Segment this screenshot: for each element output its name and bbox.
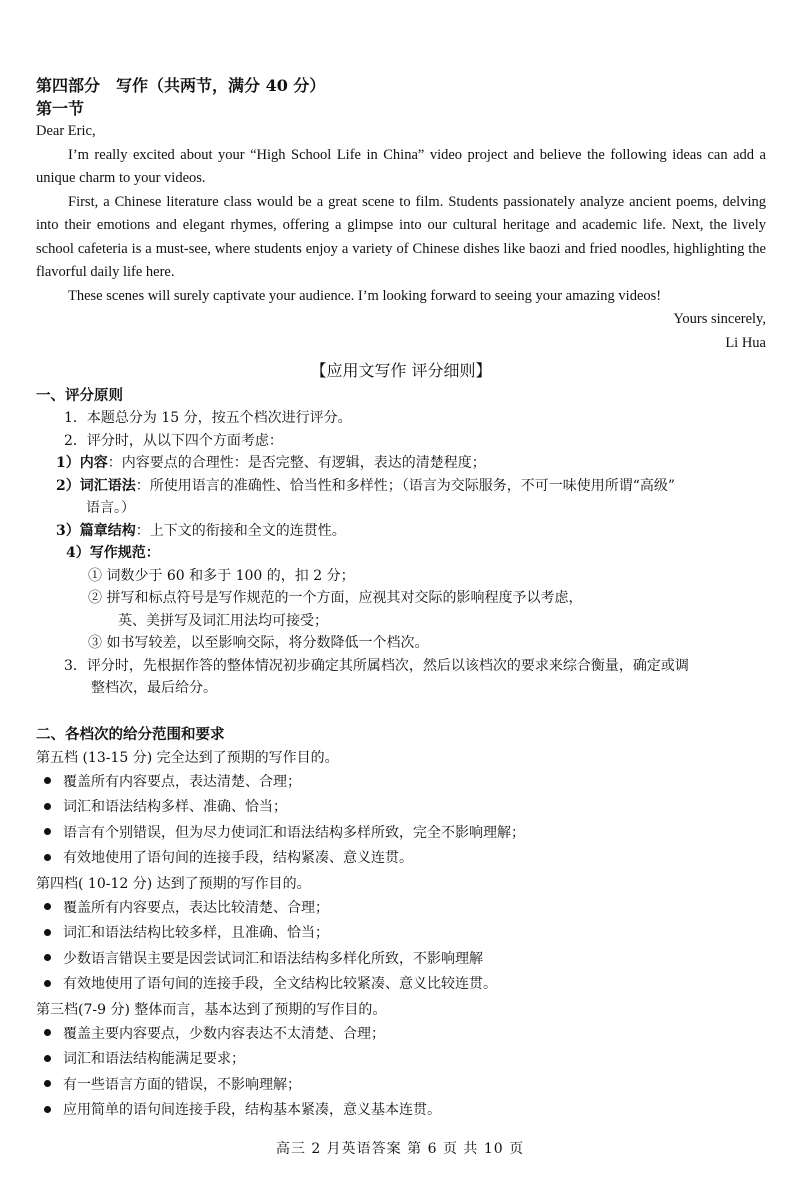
list-item: 覆盖主要内容要点，少数内容表达不太清楚、合理；	[36, 1022, 766, 1048]
aspect-label: 3）篇章结构	[56, 522, 136, 539]
principle-2: 2．评分时，从以下四个方面考虑：	[64, 432, 283, 449]
list-item: 有效地使用了语句间的连接手段，全文结构比较紧凑、意义比较连贯。	[36, 972, 766, 998]
bullet-icon	[44, 1106, 51, 1113]
aspect-text: ：所使用语言的准确性、恰当性和多样性；（语言为交际服务，不可一味使用所谓“高级”	[135, 477, 676, 494]
aspect-label: 1）内容	[56, 455, 108, 471]
letter-closing: Yours sincerely,	[673, 311, 766, 327]
list-item: 词汇和语法结构比较多样，且准确、恰当；	[36, 921, 766, 947]
aspect-writing-norms: 4）写作规范：	[66, 545, 160, 561]
letter-paragraph-1: I’m really excited about your “High School Life in China” video project and believe the following ideas can add a unique charm to your videos.	[36, 146, 766, 186]
tier-5-title: 第五档 (13-15 分) 完全达到了预期的写作目的。	[36, 749, 339, 766]
letter-paragraph-3: These scenes will surely captivate your audience. I’m looking forward to seeing your amazing videos!	[68, 287, 662, 304]
principle-3-cont: 整档次，最后给分。	[91, 680, 217, 696]
letter-signature: Li Hua	[725, 334, 766, 351]
bullet-icon	[44, 854, 51, 861]
letter-salutation: Dear Eric,	[36, 123, 96, 139]
bullet-icon	[44, 929, 51, 936]
list-item: 词汇和语法结构多样、准确、恰当；	[36, 795, 766, 821]
list-item: 有效地使用了语句间的连接手段，结构紧凑、意义连贯。	[36, 846, 766, 872]
norm-2-cont: 英、美拼写及词汇用法均可接受；	[118, 612, 328, 629]
aspect-label: 2）词汇语法	[56, 477, 136, 494]
list-item: 少数语言错误主要是因尝试词汇和语法结构多样化所致，不影响理解	[36, 947, 766, 973]
list-item: 应用简单的语句间连接手段，结构基本紧凑，意义基本连贯。	[36, 1098, 766, 1124]
subsection-heading: 第一节	[36, 99, 85, 118]
bullet-icon	[44, 803, 51, 810]
list-item: 有一些语言方面的错误，不影响理解；	[36, 1073, 766, 1099]
principle-1: 1．本题总分为 15 分，按五个档次进行评分。	[64, 410, 352, 426]
page-footer: 高三 2 月英语答案 第 6 页 共 10 页	[275, 1141, 525, 1157]
tier-requirements	[36, 724, 766, 1124]
aspect-content	[36, 452, 766, 475]
model-letter	[36, 120, 766, 355]
grading-principles	[36, 385, 766, 700]
aspect-vocab-grammar-cont: 语言。）	[86, 500, 135, 516]
list-item: 覆盖所有内容要点，表达比较清楚、合理；	[36, 896, 766, 922]
list-item: 语言有个别错误，但为尽力使词汇和语法结构多样所致，完全不影响理解；	[36, 821, 766, 847]
tier-3-title: 第三档(7-9 分) 整体而言，基本达到了预期的写作目的。	[36, 1001, 387, 1018]
bullet-icon	[44, 954, 51, 961]
tiers-heading: 二、各档次的给分范围和要求	[36, 725, 225, 743]
aspect-text: ：上下文的衔接和全文的连贯性。	[135, 522, 346, 539]
bullet-icon	[44, 777, 51, 784]
answer-page	[36, 74, 766, 1124]
list-item: 覆盖所有内容要点，表达清楚、合理；	[36, 770, 766, 796]
principle-3: 3．评分时，先根据作答的整体情况初步确定其所属档次，然后以该档次的要求来综合衡量，确定或调	[64, 657, 689, 674]
norm-3: ③ 如书写较差，以至影响交际，将分数降低一个档次。	[88, 635, 429, 651]
bullet-icon	[44, 980, 51, 987]
bullet-icon	[44, 828, 51, 835]
list-item: 词汇和语法结构能满足要求；	[36, 1047, 766, 1073]
principles-heading: 一、评分原则	[36, 387, 123, 404]
aspect-vocab-grammar	[36, 475, 766, 498]
bullet-icon	[44, 903, 51, 910]
bullet-icon	[44, 1029, 51, 1036]
bullet-icon	[44, 1080, 51, 1087]
aspect-text: ：内容要点的合理性：是否完整、有逻辑，表达的清楚程度；	[107, 455, 486, 471]
norm-2: ② 拼写和标点符号是写作规范的一个方面，应视其对交际的影响程度予以考虑，	[88, 590, 583, 606]
letter-paragraph-2: First, a Chinese literature class would be a great scene to film. Students passionately analyze ancient poems, delving into their emotions and elegant rhymes, offering a glimpse into our cultural heritage and academic life. Next, the lively school cafeteria is a must-see, where students enjoy a variety of Chinese dishes like baozi and fried noodles, highlighting the flavorful daily life here.	[36, 193, 766, 280]
section-heading: 第四部分 写作（共两节，满分 40 分）	[36, 76, 326, 95]
bullet-icon	[44, 1055, 51, 1062]
tier-4-title: 第四档( 10-12 分) 达到了预期的写作目的。	[36, 875, 311, 892]
rubric-title: 【应用文写作 评分细则】	[310, 361, 492, 380]
norm-1: ① 词数少于 60 和多于 100 的，扣 2 分；	[88, 567, 355, 584]
aspect-structure	[36, 520, 766, 543]
